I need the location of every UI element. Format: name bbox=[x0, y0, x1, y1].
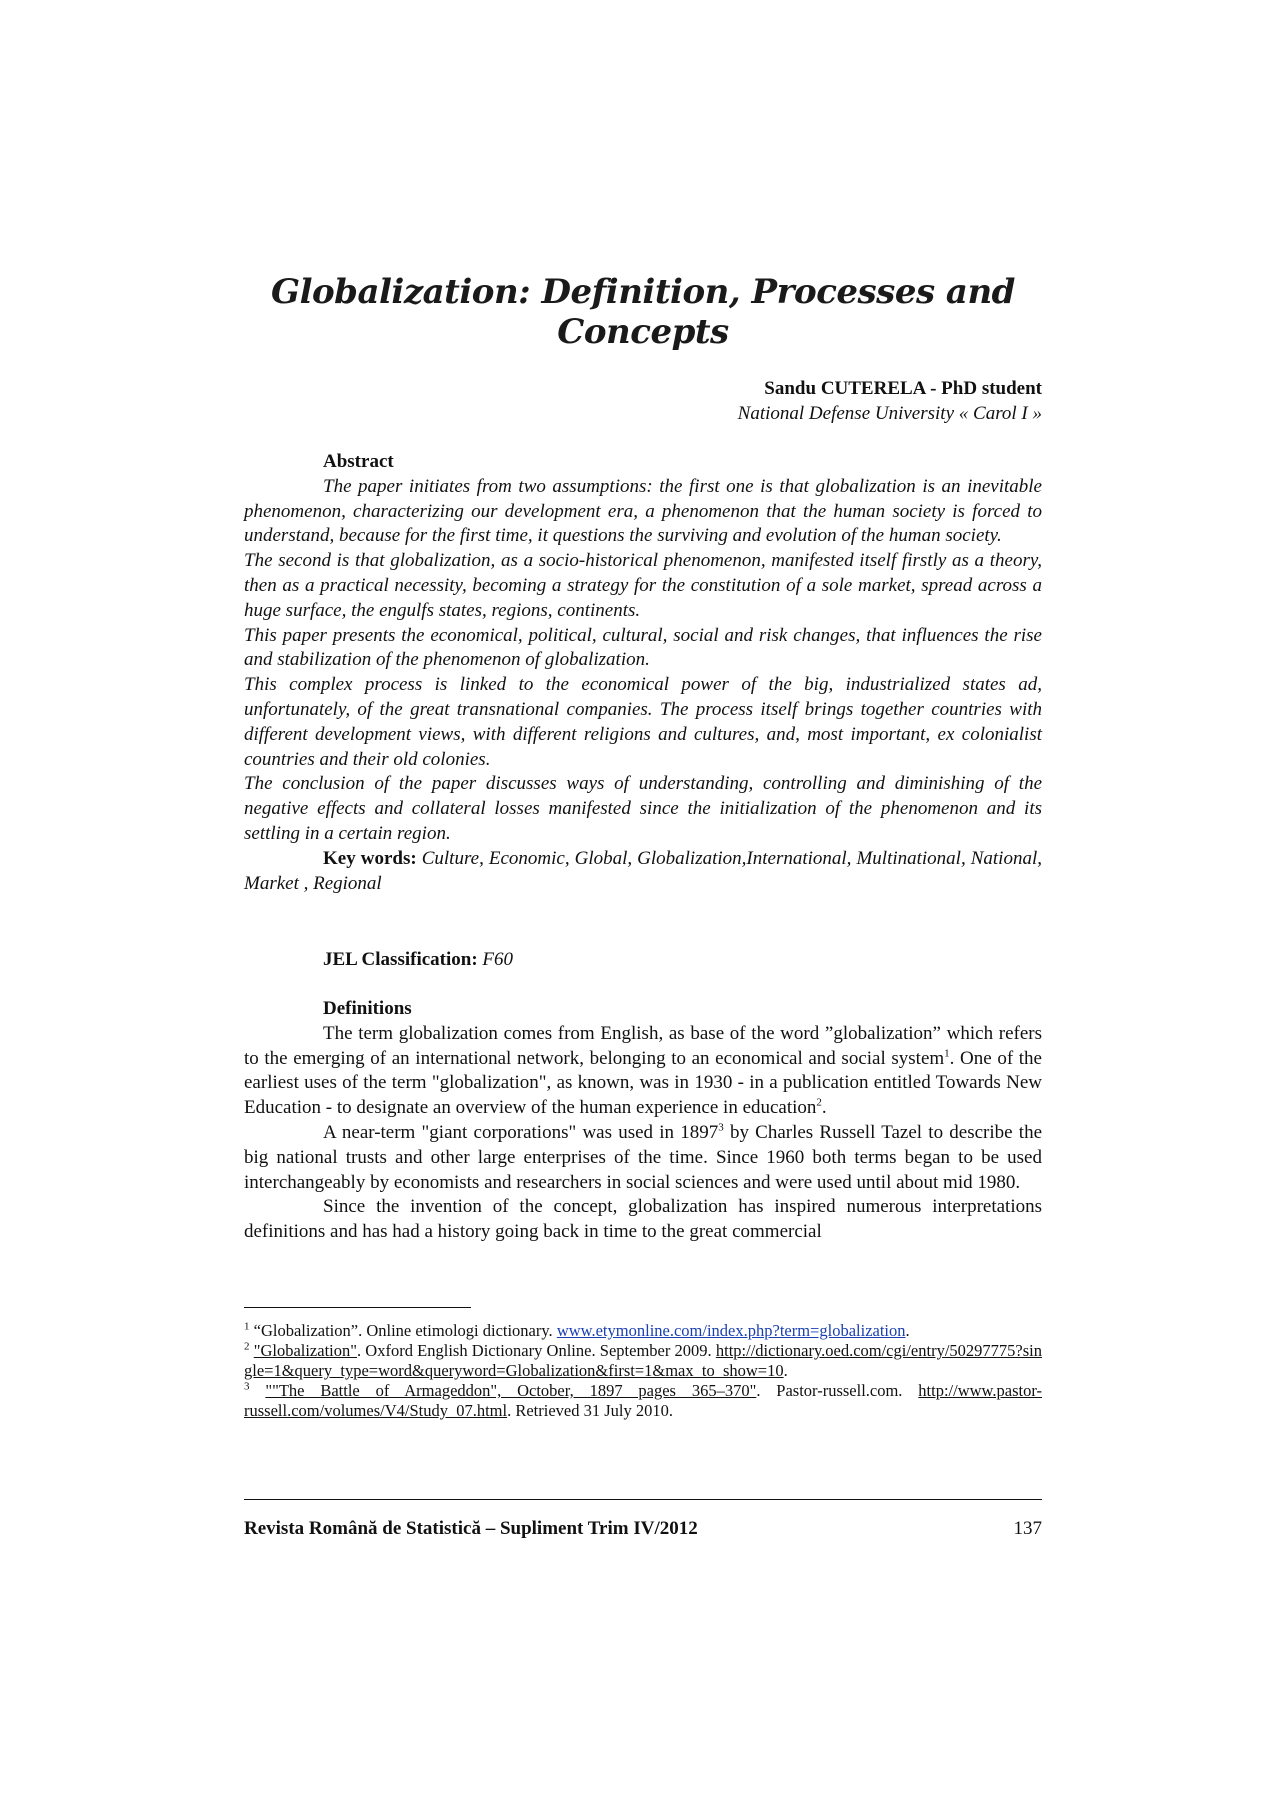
jel-value: F60 bbox=[482, 949, 514, 970]
abstract-heading: Abstract bbox=[323, 451, 394, 472]
abstract-paragraph: This paper presents the economical, political, cultural, social and risk changes, that influences the rise and stabilization of the phenomenon of globalization. bbox=[244, 624, 1042, 671]
footnote-1: $^1$ “Globalization”. Online etimologi dictionary. www.etymonline.com/index.php?term=globalization. bbox=[244, 1320, 910, 1340]
paper-title: Globalization: Definition, Processes and Concepts bbox=[271, 272, 1015, 352]
author-block bbox=[738, 376, 1042, 426]
footnotes bbox=[244, 1321, 1042, 1421]
footnote-ref[interactable]: 1 bbox=[944, 1047, 950, 1060]
definitions-section bbox=[244, 997, 1042, 1245]
footnote-3: $^3$ ""The Battle of Armageddon", October, 1897 pages 365–370". Pastor-russell.com. http://www.pastor-russell.com/volumes/V4/Study_07.html. Retrieved 31 July 2010. bbox=[244, 1380, 1043, 1420]
keywords-line bbox=[244, 847, 1042, 897]
definitions-heading: Definitions bbox=[323, 998, 412, 1019]
abstract-paragraph: The conclusion of the paper discusses ways of understanding, controlling and diminishing of the negative effects and collateral losses manifested since the initialization of the phenomenon and its settling in a certain region. bbox=[244, 773, 1042, 844]
footnote-link[interactable]: "Globalization" bbox=[253, 1341, 357, 1360]
definitions-paragraph: A near-term "giant corporations" was used in 1897$^3$ by Charles Russell Tazel to describe the big national trusts and other large enterprises of the time. Since 1960 both terms began to be used interchangeably by economists and researchers in social sciences and were used until about mid 1980. bbox=[244, 1121, 1042, 1193]
keywords-label: Key words: bbox=[323, 847, 417, 869]
journal-name: Revista Română de Statistică – Supliment Trim IV/2012 bbox=[244, 1518, 698, 1539]
footnote-ref[interactable]: 3 bbox=[718, 1121, 724, 1134]
abstract-paragraph: This complex process is linked to the economical power of the big, industrialized states ad, unfortunately, of the great transnational companies. The process itself brings together countries with different development views, with different religions and cultures, and, most important, ex colonialist countries and their old colonies. bbox=[244, 674, 1042, 770]
footnote-link[interactable]: http://dictionary.oed.com/cgi/entry/50297775?single=1&query_type=word&queryword=Globalization&first=1&max_to_show=10 bbox=[244, 1341, 1042, 1380]
footer-divider bbox=[244, 1499, 1042, 1500]
definitions-paragraph: The term globalization comes from English, as base of the word ”globalization” which refers to the emerging of an international network, belonging to an economical and social system$^1$. One of the earliest uses of the term "globalization", as known, was in 1930 - in a publication entitled Towards New Education - to designate an overview of the human experience in education$^2$. bbox=[244, 1022, 1042, 1119]
footnote-link[interactable]: www.etymonline.com/index.php?term=globalization bbox=[556, 1321, 906, 1340]
jel-classification bbox=[244, 948, 1042, 973]
author-affiliation: National Defense University « Carol I » bbox=[737, 403, 1042, 424]
footnote-link[interactable]: http://www.pastor-russell.com/volumes/V4/Study_07.html bbox=[244, 1381, 1043, 1420]
author-name: Sandu CUTERELA - PhD student bbox=[764, 378, 1042, 399]
abstract-section bbox=[244, 450, 1042, 896]
footnote-ref[interactable]: 2 bbox=[816, 1096, 822, 1109]
footnote-divider bbox=[244, 1307, 471, 1308]
definitions-paragraph: Since the invention of the concept, globalization has inspired numerous interpretations definitions and has had a history going back in time to the great commercial bbox=[244, 1196, 1042, 1243]
abstract-paragraph: The second is that globalization, as a socio-historical phenomenon, manifested itself firstly as a theory, then as a practical necessity, becoming a strategy for the constitution of a sole market, spread across a huge surface, the engulfs states, regions, continents. bbox=[244, 550, 1042, 621]
footnote-2: $^2$ "Globalization". Oxford English Dictionary Online. September 2009. http://dictionary.oed.com/cgi/entry/50297775?single=1&query_type=word&queryword=Globalization&first=1&max_to_show=10. bbox=[244, 1340, 1042, 1380]
page-footer bbox=[244, 1518, 1042, 1540]
abstract-paragraph: The paper initiates from two assumptions: the first one is that globalization is an inevitable phenomenon, characterizing our development era, a phenomenon that the human society is forced to understand, because for the first time, it questions the surviving and evolution of the human society. bbox=[244, 475, 1042, 547]
keywords-value: Culture, Economic, Global, Globalization,International, Multinational, National, Market , Regional bbox=[244, 847, 1042, 894]
page-number: 137 bbox=[1013, 1518, 1042, 1539]
jel-label: JEL Classification: bbox=[323, 949, 478, 970]
footnote-link[interactable]: ""The Battle of Armageddon", October, 1897 pages 365–370" bbox=[265, 1381, 757, 1400]
